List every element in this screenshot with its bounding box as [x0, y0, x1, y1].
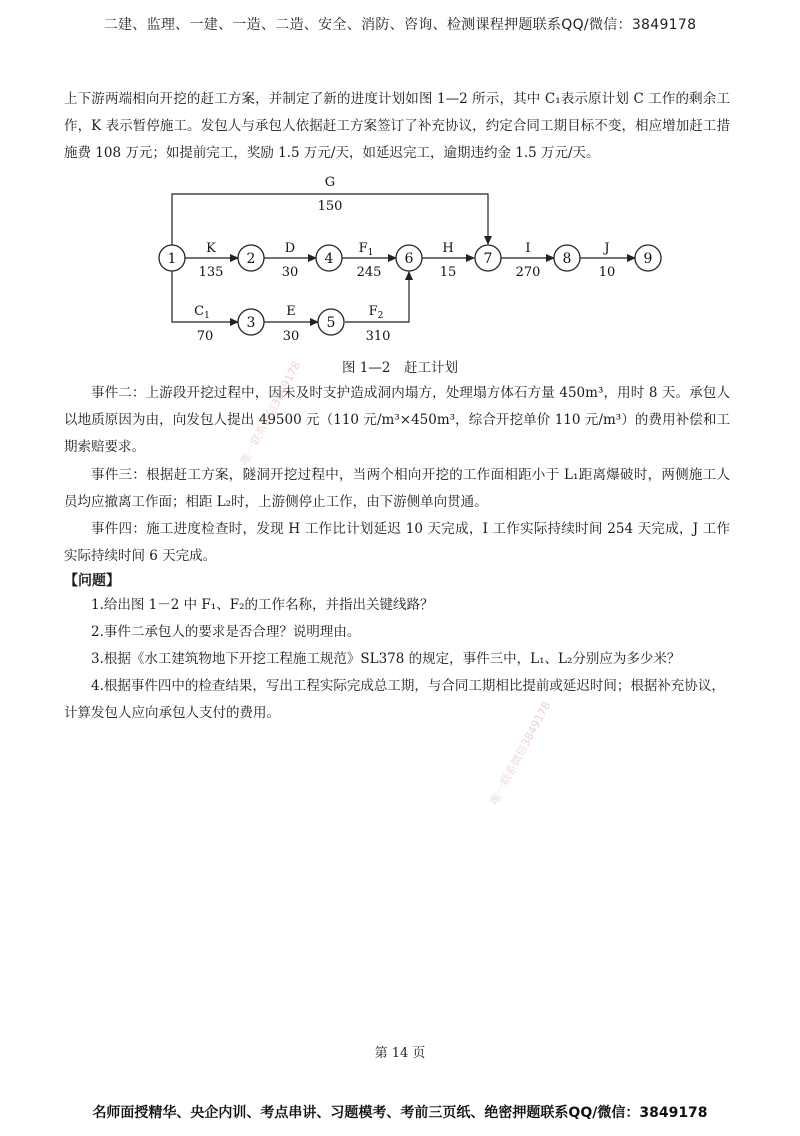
activity-name-h: H — [442, 241, 454, 256]
question-item: 4.根据事件四中的检查结果，写出工程实际完成总工期，与合同工期相比提前或延迟时间；根据补充协议，计算发包人应向承包人支付的费用。 — [64, 678, 725, 721]
watermark: 唯一联系微信3849178 — [237, 359, 304, 468]
activity-name-f1: $F_1$ — [358, 241, 374, 258]
questions-heading: 【问题】 — [64, 573, 120, 589]
activity-duration-i: 270 — [515, 265, 541, 280]
activity-duration-f2: 310 — [365, 329, 391, 344]
node-label-2: 2 — [246, 251, 256, 267]
node-label-3: 3 — [246, 315, 256, 331]
question-list — [64, 592, 730, 727]
activity-duration-g: 150 — [317, 199, 343, 214]
page-header: 二建、监理、一建、一造、二造、安全、消防、咨询、检测课程押题联系QQ/微信：3849178 — [103, 17, 697, 33]
node-label-8: 8 — [562, 251, 572, 267]
activity-duration-h: 15 — [439, 265, 457, 280]
activity-duration-c1: 70 — [196, 329, 214, 344]
node-label-6: 6 — [404, 251, 414, 267]
question-item: 3.根据《水工建筑物地下开挖工程施工规范》SL378 的规定，事件三中，L₁、L₂分别应为多少米？ — [91, 651, 681, 667]
activity-duration-e: 30 — [282, 329, 300, 344]
activity-duration-k: 135 — [198, 265, 224, 280]
activity-name-c1: $C_1$ — [194, 304, 210, 321]
activity-name-k: K — [206, 241, 216, 256]
activity-name-d: D — [284, 241, 296, 256]
page-footer: 名师面授精华、央企内训、考点串讲、习题模考、考前三页纸、绝密押题联系QQ/微信：3849178 — [92, 1105, 708, 1121]
activity-name-e: E — [286, 304, 296, 319]
node-label-1: 1 — [167, 251, 177, 267]
page-number: 第 14 页 — [374, 1046, 426, 1061]
node-label-7: 7 — [483, 251, 493, 267]
activity-name-f2: $F_2$ — [368, 304, 384, 321]
node-label-4: 4 — [324, 251, 334, 267]
paragraph-event-2: 事件二：上游段开挖过程中，因未及时支护造成洞内塌方，处理塌方体石方量 450m³，用时 8 天。承包人以地质原因为由，向发包人提出 49500 元（110 元/m³×450m³，综合开挖单价 110 元/m³）的费用补偿和工期索赔要求。 — [64, 385, 730, 455]
figure-caption: 图 1—2 赶工计划 — [342, 360, 458, 376]
network-diagram — [0, 160, 800, 350]
activity-name-g: G — [324, 175, 336, 190]
paragraph-event-3: 事件三：根据赶工方案，隧洞开挖过程中，当两个相向开挖的工作面相距小于 L₁距离爆破时，两侧施工人员均应撤离工作面；相距 L₂时，上游侧停止工作，由下游侧单向贯通。 — [64, 467, 730, 510]
watermark: 唯一联系微信3849178 — [487, 699, 554, 808]
question-item: 2.事件二承包人的要求是否合理？说明理由。 — [91, 624, 361, 640]
activity-name-j: J — [604, 241, 610, 256]
paragraph-intro: 上下游两端相向开挖的赶工方案，并制定了新的进度计划如图 1—2 所示，其中 C₁表示原计划 C 工作的剩余工作，K 表示暂停施工。发包人与承包人依据赶工方案签订了补充协议，约定合同工期目标不变，相应增加赶工措施费 108 万元；如提前完工，奖励 1.5 万元/天，如延迟完工，逾期违约金 1.5 万元/天。 — [64, 91, 730, 161]
node-label-9: 9 — [643, 251, 653, 267]
activity-name-i: I — [525, 241, 531, 256]
activity-duration-d: 30 — [281, 265, 299, 280]
activity-duration-j: 10 — [598, 265, 616, 280]
node-label-5: 5 — [326, 315, 336, 331]
question-item: 1.给出图 1－2 中 F₁、F₂的工作名称，并指出关键线路？ — [91, 597, 434, 613]
activity-duration-f1: 245 — [356, 265, 382, 280]
paragraph-event-4: 事件四：施工进度检查时，发现 H 工作比计划延迟 10 天完成，I 工作实际持续时间 254 天完成，J 工作实际持续时间 6 天完成。 — [64, 521, 730, 564]
